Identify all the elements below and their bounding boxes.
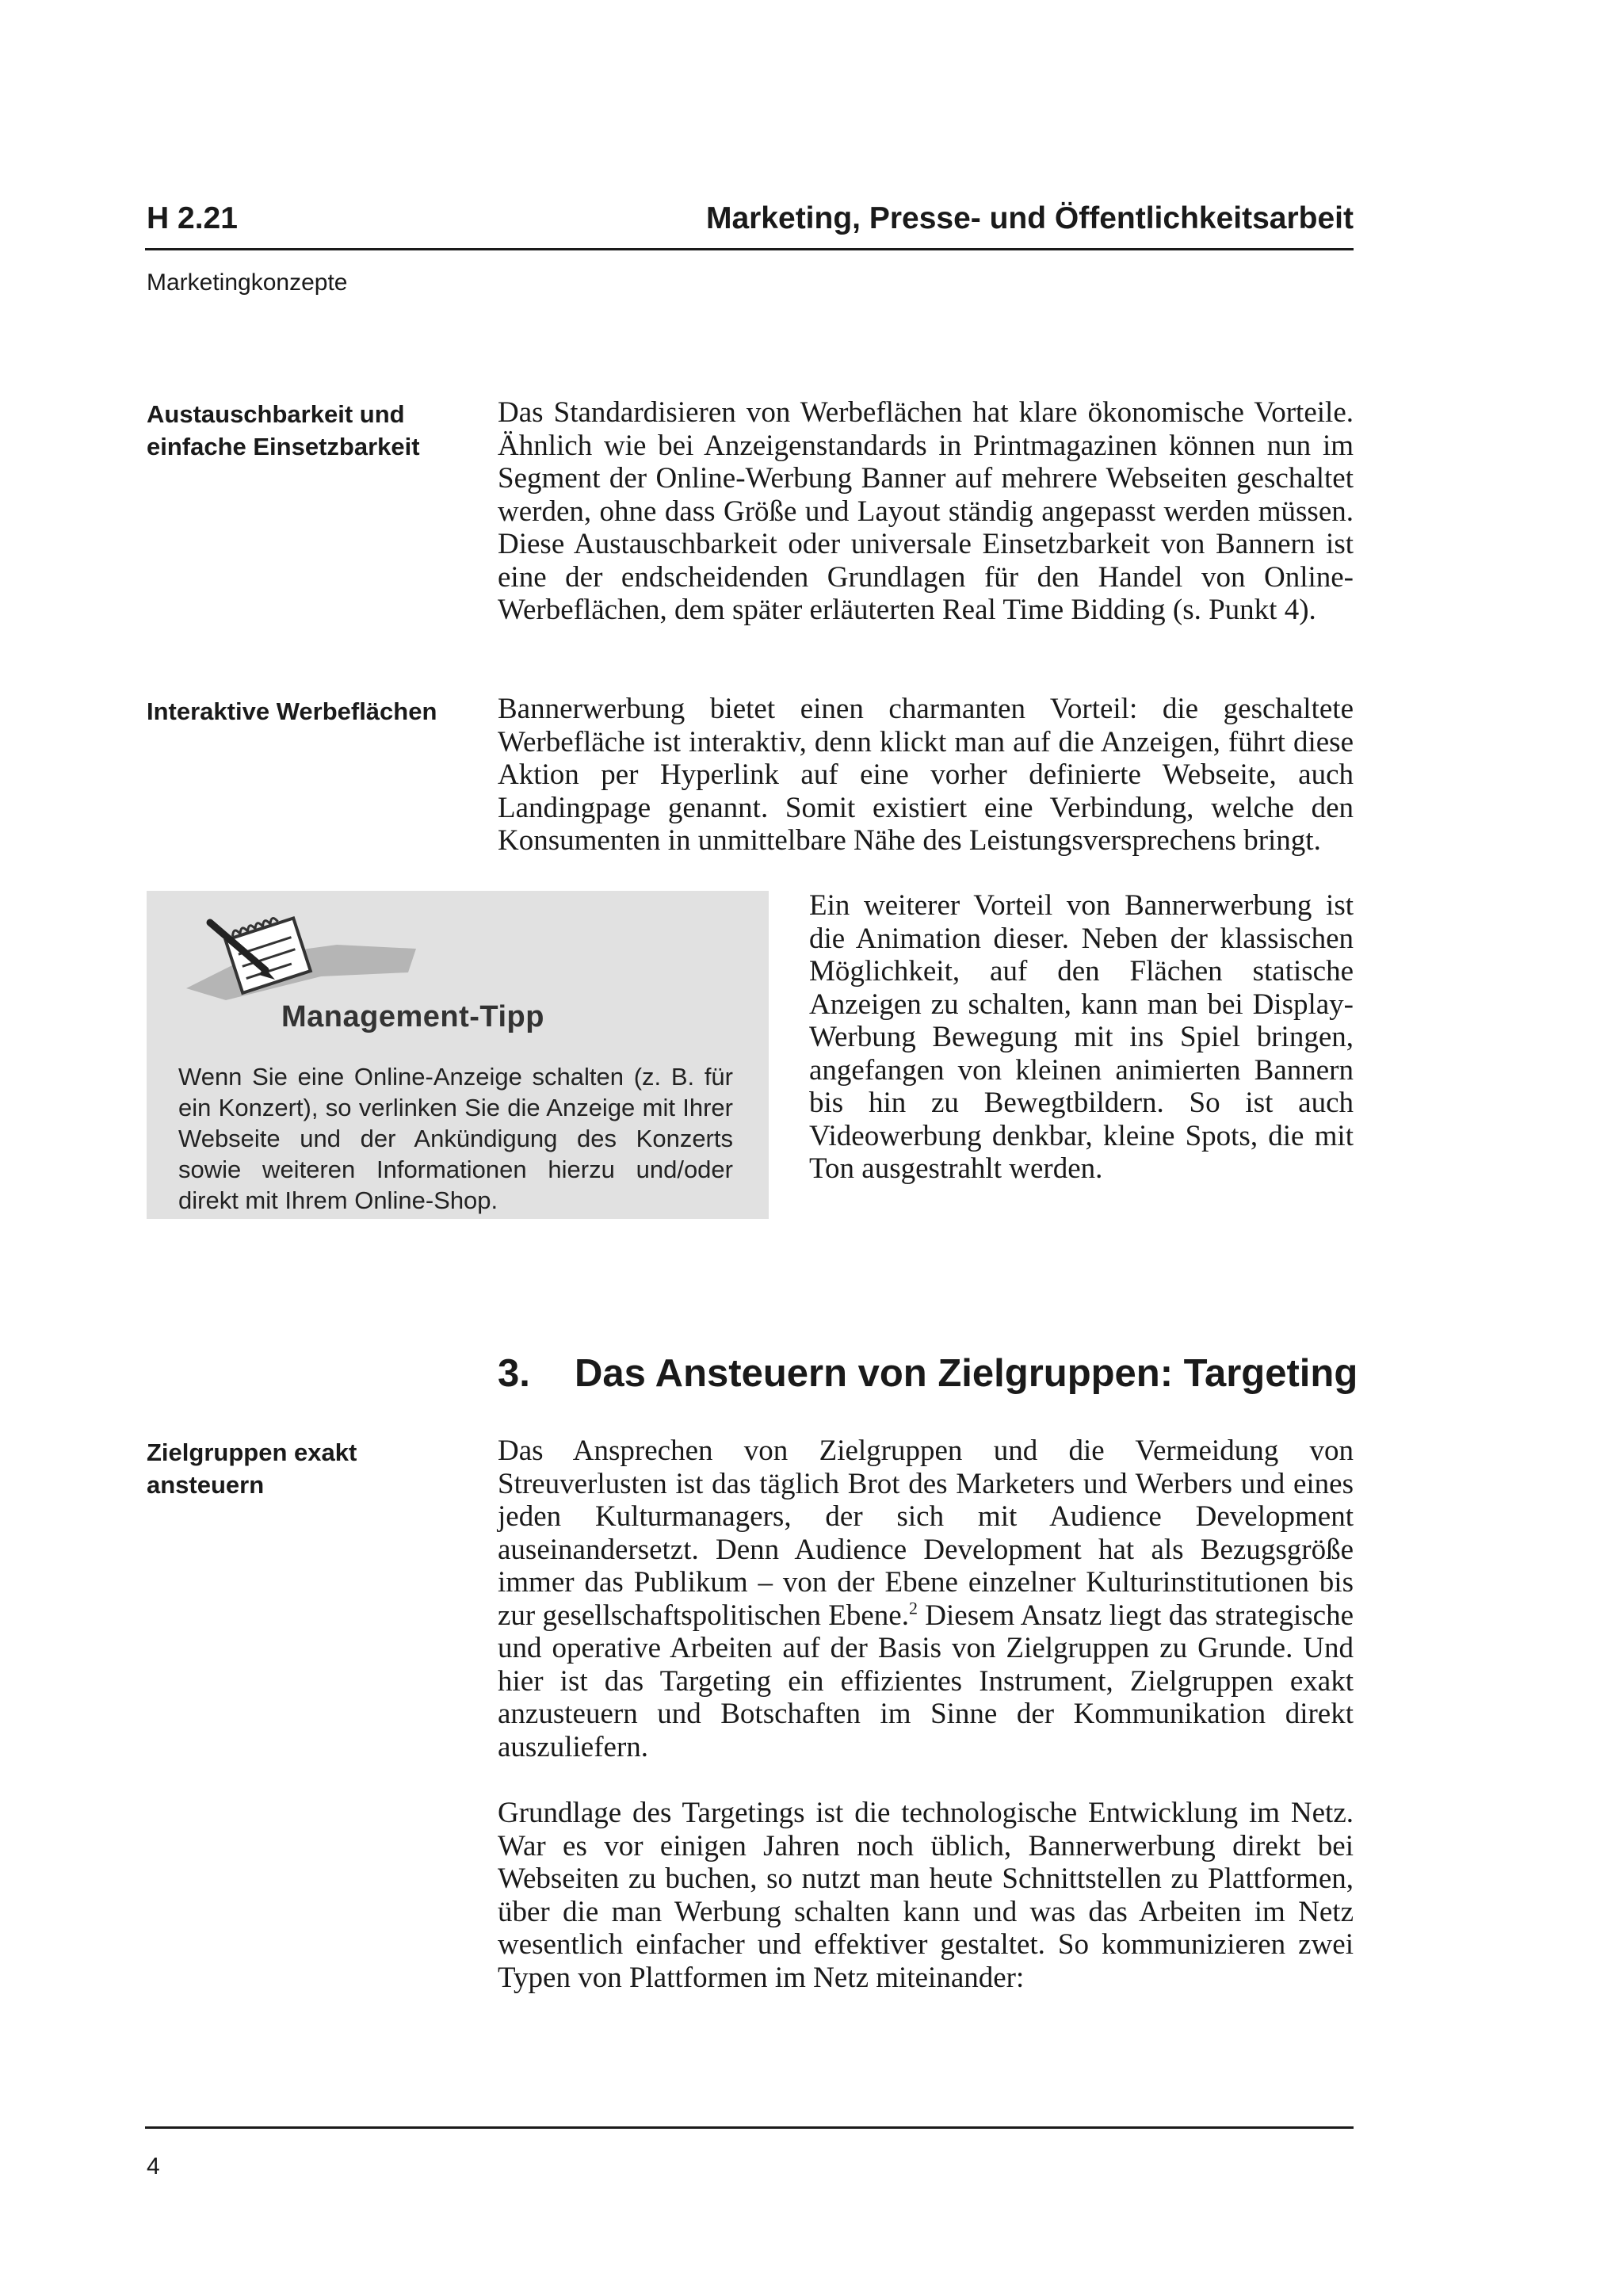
header-section-code: H 2.21 xyxy=(147,201,238,235)
footer-divider xyxy=(145,2126,1354,2129)
notepad-pen-icon xyxy=(178,913,432,1000)
paragraph-zielgruppen-part2: Diesem Ansatz liegt das strategische und operative Arbeiten auf der Basis von Zielgruppen zu Grunde. Und hier ist das Targeting ein effizientes Instrument, Zielgruppen exakt anzusteuern und Botschaften im Sinne der Kommunikation direkt auszuliefern. xyxy=(498,1599,1354,1763)
paragraph-targeting-grundlage: Grundlage des Targetings ist die technologische Entwicklung im Netz. War es vor einigen Jahren noch üblich, Bannerwerbung direkt bei Webseiten zu buchen, so nutzt man heute Schnittstellen zu Plattformen, über die man Werbung schalten kann und was das Arbeiten im Netz wesentlich einfacher und effektiver gestaltet. So kommunizieren zwei Typen von Plattformen im Netz miteinander: xyxy=(498,1797,1354,1994)
paragraph-zielgruppen-part1: Das Ansprechen von Zielgruppen und die Vermeidung von Streuverlusten ist das täglich Brot des Marketers und Werbers und eines jeden Kulturmanagers, der sich mit Audience Development auseinandersetzt. Denn Audience Development hat als Bezugsgröße immer das Publikum – von der Ebene einzelner Kulturinstitutionen bis zur gesellschaftspolitischen Ebene. xyxy=(498,1435,1354,1632)
page-number: 4 xyxy=(147,2153,160,2179)
management-tip-title: Management-Tipp xyxy=(281,1000,544,1033)
management-tip-text: Wenn Sie eine Online-Anzeige schalten (z. B. für ein Konzert), so verlinken Sie die Anzeige mit Ihrer Webseite und der Ankündigung des Konzerts sowie weiteren Informationen hierzu und/oder direkt mit Ihrem Online-Shop. xyxy=(178,1063,733,1214)
header-subtitle: Marketingkonzepte xyxy=(147,269,348,296)
footnote-marker: 2 xyxy=(908,1598,918,1618)
margin-note-austauschbarkeit: Austauschbarkeit und einfache Einsetzbarkeit xyxy=(147,400,420,460)
section-title: Das Ansteuern von Zielgruppen: Targeting xyxy=(575,1352,1358,1395)
management-tip-box xyxy=(147,891,769,1219)
paragraph-animation: Ein weiterer Vorteil von Bannerwerbung ist die Animation dieser. Neben der klassischen Möglichkeit, auf den Flächen statische Anzeigen zu schalten, kann man bei Display-Werbung Bewegung mit ins Spiel bringen, angefangen von kleinen animierten Bannern bis hin zu Bewegtbildern. So ist auch Videowerbung denkbar, kleine Spots, die mit Ton ausgestrahlt werden. xyxy=(809,889,1354,1185)
header-divider xyxy=(145,248,1354,250)
paragraph-interaktive-werbeflaechen: Bannerwerbung bietet einen charmanten Vorteil: die geschaltete Werbefläche ist interaktiv, denn klickt man auf die Anzeigen, führt diese Aktion per Hyperlink auf eine vorher definierte Webseite, auch Landingpage genannt. Somit existiert eine Verbindung, welche den Konsumenten in unmittelbare Nähe des Leistungsversprechens bringt. xyxy=(498,693,1354,857)
section-heading xyxy=(498,1351,1358,1396)
margin-note-zielgruppen: Zielgruppen exakt ansteuern xyxy=(147,1438,357,1499)
section-number: 3. xyxy=(498,1352,530,1395)
paragraph-zielgruppen xyxy=(498,1435,1354,1763)
paragraph-austauschbarkeit: Das Standardisieren von Werbeflächen hat klare ökonomische Vorteile. Ähnlich wie bei Anzeigenstandards in Printmagazinen können nun im Segment der Online-Werbung Banner auf mehrere Webseiten geschaltet werden, ohne dass Größe und Layout ständig angepasst werden müssen. Diese Austauschbarkeit oder universale Einsetzbarkeit von Bannern ist eine der endscheidenden Grundlagen für den Handel von Online-Werbeflächen, dem später erläuterten Real Time Bidding (s. Punkt 4). xyxy=(498,396,1354,626)
header-chapter-title: Marketing, Presse- und Öffentlichkeitsarbeit xyxy=(705,201,1354,235)
margin-note-interaktive-werbeflaechen: Interaktive Werbeflächen xyxy=(147,697,437,725)
